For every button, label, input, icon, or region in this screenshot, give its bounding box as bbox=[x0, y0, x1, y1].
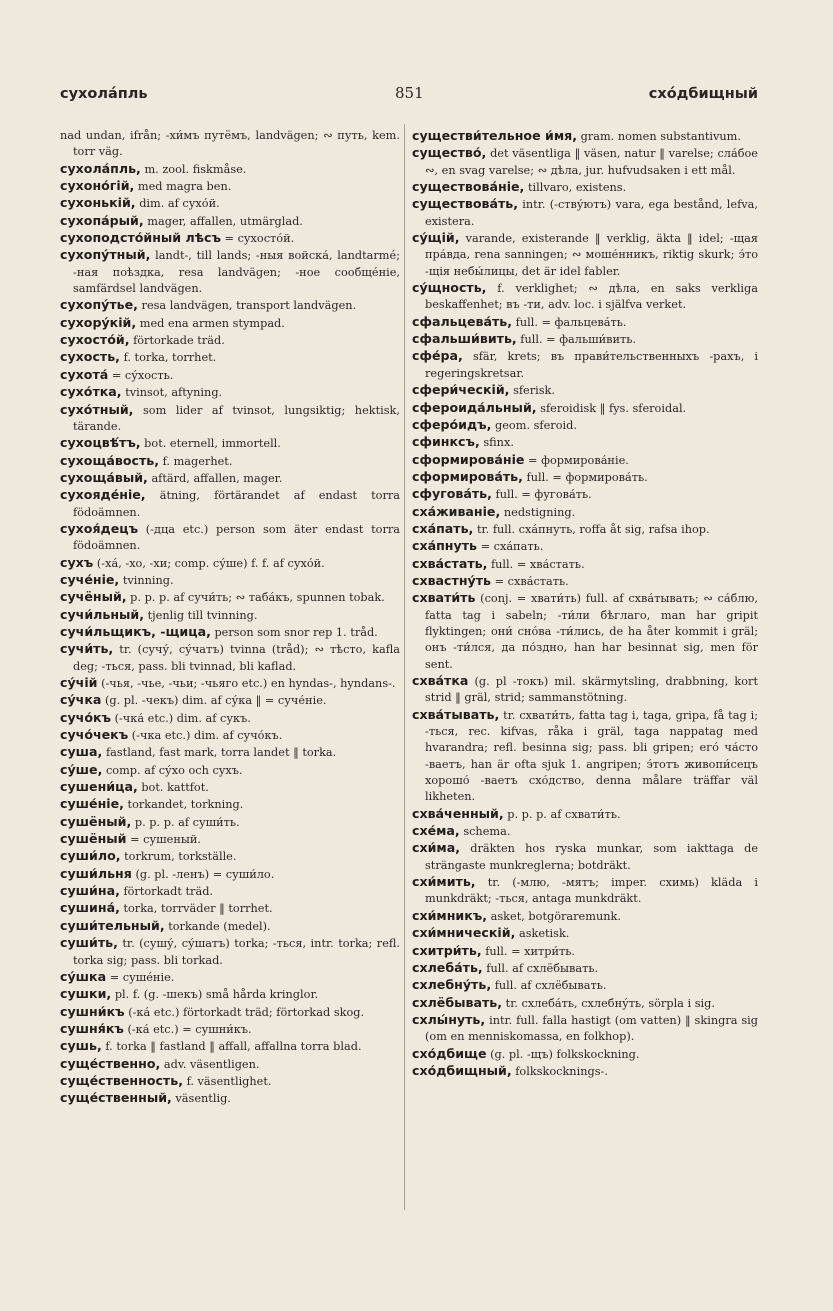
definition: (-ха́, -хо, -хи; comp. су́ше) f. f. af сухо́й. bbox=[96, 556, 325, 570]
dictionary-entry bbox=[412, 874, 758, 908]
definition: (-дца etc.) person som äter endast torra födoämnen. bbox=[73, 522, 401, 553]
dictionary-entry bbox=[60, 866, 400, 883]
dictionary-entry bbox=[60, 487, 400, 521]
headword: сушня́къ bbox=[60, 1020, 124, 1036]
headword: схи́мническій, bbox=[412, 925, 516, 941]
definition: adv. väsentligen. bbox=[163, 1057, 260, 1071]
headword: сухору́кій, bbox=[60, 314, 137, 330]
headword: схвастну́ть bbox=[412, 572, 491, 588]
headword: существи́тельное и́мя, bbox=[412, 128, 577, 143]
headword: сухоща́вость, bbox=[60, 452, 160, 468]
dictionary-entry bbox=[60, 161, 400, 178]
dictionary-entry bbox=[412, 230, 758, 280]
dictionary-entry bbox=[412, 521, 758, 538]
column-divider bbox=[404, 124, 405, 1210]
definition: sfär, krets; въ прави́тельственныхъ -рахъ, i regeringskretsar. bbox=[425, 350, 759, 380]
headword: су́ше, bbox=[60, 761, 103, 777]
definition: gram. nomen substantivum. bbox=[580, 130, 741, 143]
headword: сухопу́тье, bbox=[60, 297, 138, 313]
page-header bbox=[60, 86, 758, 108]
dictionary-entry bbox=[60, 128, 400, 161]
dictionary-entry bbox=[60, 367, 400, 384]
headword: сучёный, bbox=[60, 589, 127, 605]
dictionary-entry bbox=[60, 607, 400, 624]
dictionary-entry bbox=[412, 280, 758, 314]
headword: суши́тельный, bbox=[60, 917, 165, 933]
headword: сухоно́гій, bbox=[60, 178, 135, 194]
dictionary-entry bbox=[412, 673, 758, 707]
definition: tjenlig till tvinning. bbox=[147, 608, 258, 622]
headword: сформирова́ніе bbox=[412, 451, 525, 467]
headword: схо́дбищный, bbox=[412, 1062, 512, 1078]
headword: схлы́нуть, bbox=[412, 1011, 486, 1027]
headword: суще́ственный, bbox=[60, 1090, 172, 1106]
dictionary-entry bbox=[60, 230, 400, 247]
dictionary-entry bbox=[412, 573, 758, 590]
headword: схи́ма, bbox=[412, 840, 460, 856]
headword: схвати́ть bbox=[412, 590, 476, 606]
definition: torkande (medel). bbox=[168, 919, 271, 933]
definition: full. = хитри́ть. bbox=[485, 944, 576, 958]
headword: сухость, bbox=[60, 349, 120, 365]
dictionary-entry bbox=[412, 1046, 758, 1063]
dictionary-entry bbox=[60, 675, 400, 692]
headword: сухоща́вый, bbox=[60, 469, 148, 485]
definition: det väsentliga ‖ väsen, natur ‖ varelse; сла́бое ∾, en svag varelse; ∾ дѣла, jur. hufvudsaken i ett mål. bbox=[425, 147, 758, 177]
headword: схитри́ть, bbox=[412, 942, 482, 958]
dictionary-entry bbox=[60, 213, 400, 230]
dictionary-entry bbox=[412, 556, 758, 573]
headword: суче́ніе, bbox=[60, 571, 120, 587]
dictionary-entry bbox=[412, 1012, 758, 1046]
dictionary-entry bbox=[412, 400, 758, 417]
definition: varande, existerande ‖ verklig, äkta ‖ idel; -щая пра́вда, rena sanningen; ∾ моше́нникъ, riktig skurk; э́то -щія небы́лицы, det är idel fabler. bbox=[425, 232, 759, 278]
definition: comp. af су́хо och сухъ. bbox=[105, 763, 243, 777]
headword: сухопа́рый, bbox=[60, 212, 144, 228]
headword: сха́пать, bbox=[412, 520, 474, 536]
definition: sfinx. bbox=[483, 436, 514, 450]
definition: (g. pl -токъ) mil. skärmytsling, drabbning, kort strid ‖ gräl, strid; sammanstötning. bbox=[425, 675, 758, 705]
headword: сучо́чекъ bbox=[60, 727, 129, 743]
definition: tr. (сучу́, су́чатъ) tvinna (tråd); ∾ тѣсто, kafla deg; -ться, pass. bli tvinnad, bli kaflad. bbox=[73, 643, 401, 673]
headword: сучи́ть, bbox=[60, 641, 114, 657]
headword: сухота́ bbox=[60, 366, 109, 382]
dictionary-entry bbox=[60, 195, 400, 212]
headword: сухоподсто́йный лѣсъ bbox=[60, 230, 221, 246]
definition: bot. eternell, immortell. bbox=[144, 437, 281, 451]
definition: fastland, fast mark, torra landet ‖ torka. bbox=[105, 746, 337, 760]
headword: сушки, bbox=[60, 986, 112, 1002]
headword: сушь, bbox=[60, 1038, 102, 1054]
dictionary-entry bbox=[412, 977, 758, 994]
dictionary-entry bbox=[60, 710, 400, 727]
headword: схлёбывать, bbox=[412, 994, 503, 1010]
definition: folkskocknings-. bbox=[515, 1064, 608, 1078]
dictionary-entry bbox=[60, 831, 400, 848]
dictionary-entry bbox=[60, 779, 400, 796]
dictionary-entry bbox=[60, 435, 400, 452]
definition: mager, affallen, utmärglad. bbox=[147, 214, 303, 228]
definition: förtorkade träd. bbox=[133, 334, 225, 348]
dictionary-entry bbox=[412, 179, 758, 196]
headword: схо́дбище bbox=[412, 1045, 487, 1061]
definition: (g. pl. -щъ) folkskockning. bbox=[490, 1047, 640, 1061]
headword: сучи́льный, bbox=[60, 606, 145, 622]
headword: сфе́ра, bbox=[412, 348, 463, 364]
headword: сушёный, bbox=[60, 813, 132, 829]
dictionary-entry bbox=[412, 504, 758, 521]
headword: сфероида́льный, bbox=[412, 399, 537, 415]
headword: схва́стать, bbox=[412, 555, 488, 571]
definition: p. p. p. af схвати́ть. bbox=[507, 807, 621, 821]
dictionary-entry bbox=[412, 960, 758, 977]
headword: сфери́ческій, bbox=[412, 382, 510, 398]
left-guide-word: сухола́пль bbox=[60, 86, 148, 102]
headword: суше́ніе, bbox=[60, 796, 124, 812]
headword: сушени́ца, bbox=[60, 779, 138, 795]
dictionary-entry bbox=[60, 1056, 400, 1073]
definition: nad undan, ifrån; -хи́мъ путёмъ, landvägen; ∾ путь, kem. torr väg. bbox=[60, 129, 400, 159]
headword: сфальши́вить, bbox=[412, 331, 517, 347]
definition: full. = формирова́ть. bbox=[526, 470, 648, 484]
definition: (-ка́ etc.) = сушни́къ. bbox=[127, 1022, 252, 1036]
dictionary-entry bbox=[412, 145, 758, 179]
dictionary-entry bbox=[60, 744, 400, 761]
definition: schema. bbox=[463, 825, 511, 839]
dictionary-entry bbox=[60, 384, 400, 401]
dictionary-entry bbox=[412, 314, 758, 331]
dictionary-entry bbox=[60, 1004, 400, 1021]
dictionary-entry bbox=[60, 918, 400, 935]
headword: схе́ма, bbox=[412, 823, 460, 839]
dictionary-entry bbox=[412, 707, 758, 806]
headword: сухо́тный, bbox=[60, 401, 134, 417]
dictionary-entry bbox=[412, 452, 758, 469]
dictionary-entry bbox=[60, 624, 400, 641]
definition: f. väsentlighet. bbox=[186, 1074, 272, 1088]
headword: существова́ть, bbox=[412, 196, 519, 212]
page-number: 851 bbox=[395, 84, 424, 102]
definition: tillvaro, existens. bbox=[527, 181, 627, 195]
definition: full. = фальцева́ть. bbox=[515, 315, 627, 329]
headword: сформирова́ть, bbox=[412, 468, 523, 484]
headword: сухо́тка, bbox=[60, 384, 122, 400]
dictionary-entry bbox=[60, 762, 400, 779]
headword: суши́ть, bbox=[60, 935, 118, 951]
headword: сухояде́ніе, bbox=[60, 487, 146, 503]
definition: (g. pl. -чекъ) dim. af су́ка ‖ = суче́ніе. bbox=[104, 694, 327, 708]
headword: сферо́идъ, bbox=[412, 416, 492, 432]
headword: суши́ло, bbox=[60, 848, 121, 864]
dictionary-entry bbox=[60, 969, 400, 986]
headword: су́шка bbox=[60, 968, 107, 984]
dictionary-entry bbox=[412, 196, 758, 230]
definition: p. p. p. af сучи́ть; ∾ таба́къ, spunnen tobak. bbox=[130, 591, 385, 605]
dictionary-entry bbox=[412, 331, 758, 348]
dictionary-entry bbox=[412, 434, 758, 451]
headword: сха́пнуть bbox=[412, 538, 477, 554]
dictionary-entry bbox=[60, 883, 400, 900]
left-column bbox=[60, 128, 400, 1108]
headword: сушни́къ bbox=[60, 1003, 125, 1019]
headword: сухопу́тный, bbox=[60, 247, 151, 263]
dictionary-entry bbox=[412, 908, 758, 925]
definition: tr. full. сха́пнуть, roffa åt sig, rafsa ihop. bbox=[476, 522, 710, 536]
definition: p. p. p. af суши́ть. bbox=[134, 815, 240, 829]
dictionary-entry bbox=[60, 453, 400, 470]
definition: tr. схлеба́ть, схлебну́ть, sörpla i sig. bbox=[505, 996, 715, 1010]
definition: torkandet, torkning. bbox=[127, 798, 244, 812]
definition: m. zool. fiskmåse. bbox=[144, 162, 247, 176]
dictionary-entry bbox=[60, 247, 400, 297]
definition: resa landvägen, transport landvägen. bbox=[141, 299, 357, 313]
definition: person som snor rep 1. tråd. bbox=[214, 625, 378, 639]
dictionary-entry bbox=[412, 417, 758, 434]
headword: сучи́льщикъ, -щица, bbox=[60, 623, 211, 639]
definition: landt-, till lands; -ныя войска́, landtarmé; -ная поѣздка, resa landvägen; -ное сообще́ніе, samfärdsel landvägen. bbox=[73, 249, 400, 296]
headword: су́чій bbox=[60, 675, 98, 690]
definition: aftärd, affallen, mager. bbox=[151, 471, 283, 485]
definition: dim. af сухо́й. bbox=[139, 197, 220, 211]
definition: intr. (-ству́ютъ) vara, ega bestånd, lefva, existera. bbox=[425, 198, 758, 228]
definition: dräkten hos ryska munkar, som iakttaga de strängaste munkreglerna; botdräkt. bbox=[425, 842, 759, 872]
headword: сухонькій, bbox=[60, 195, 136, 211]
headword: сфальцева́ть, bbox=[412, 313, 513, 329]
definition: = сушеный. bbox=[130, 833, 201, 847]
definition: = формирова́ніе. bbox=[528, 453, 629, 467]
dictionary-entry bbox=[60, 727, 400, 744]
definition: med magra ben. bbox=[137, 180, 232, 194]
definition: tvinsot, aftyning. bbox=[125, 386, 223, 400]
dictionary-entry bbox=[412, 995, 758, 1012]
headword: существова́ніе, bbox=[412, 179, 525, 195]
definition: = схва́стать. bbox=[494, 574, 569, 588]
dictionary-entry bbox=[60, 521, 400, 555]
definition: torka, torrväder ‖ torrhet. bbox=[123, 902, 273, 916]
definition: = сха́пать. bbox=[480, 540, 544, 554]
definition: sferisk. bbox=[513, 384, 555, 398]
dictionary-entry bbox=[412, 348, 758, 382]
definition: (conj. = хвати́ть) full. af схва́тывать; ∾ са́блю, fatta tag i sabeln; -ти́ли бѣглаго, man har gripit flyktingen; они́ сно́ва -ти́лись, de ha åter kommit i gräl; онъ -ти́лся, да по́здно, han har besinnat sig, men för sent. bbox=[425, 592, 758, 671]
dictionary-entry bbox=[60, 555, 400, 572]
right-column bbox=[412, 128, 758, 1080]
dictionary-entry bbox=[60, 1073, 400, 1090]
dictionary-entry bbox=[60, 1090, 400, 1107]
headword: сухосто́й, bbox=[60, 332, 130, 348]
dictionary-entry bbox=[412, 469, 758, 486]
dictionary-entry bbox=[412, 382, 758, 399]
definition: tvinning. bbox=[122, 573, 174, 587]
dictionary-entry bbox=[60, 1021, 400, 1038]
definition: full. = фугова́ть. bbox=[495, 488, 592, 502]
dictionary-entry bbox=[60, 349, 400, 366]
definition: = суше́ніе. bbox=[109, 970, 175, 984]
definition: som lider af tvinsot, lungsiktig; hektisk, tärande. bbox=[73, 403, 400, 433]
headword: суще́ственность, bbox=[60, 1072, 183, 1088]
definition: bot. kattfot. bbox=[141, 781, 209, 795]
definition: tr. (-млю, -мятъ; imper. схимь) kläda i munkdräkt; -ться, antaga munkdräkt. bbox=[425, 876, 758, 906]
headword: существо́, bbox=[412, 145, 487, 161]
headword: су́щій, bbox=[412, 230, 460, 246]
definition: väsentlig. bbox=[175, 1092, 231, 1106]
definition: (-чья, -чье, -чьи; -чьяго etc.) en hyndas-, hyndans-. bbox=[101, 677, 396, 690]
definition: ätning, förtärandet af endast torra födoämnen. bbox=[73, 489, 401, 519]
definition: = сухосто́й. bbox=[224, 232, 295, 246]
definition: asketisk. bbox=[518, 927, 570, 941]
definition: f. magerhet. bbox=[162, 454, 233, 468]
headword: сухъ bbox=[60, 554, 94, 570]
dictionary-entry bbox=[60, 315, 400, 332]
headword: су́чка bbox=[60, 692, 102, 708]
definition: full. af схлёбывать. bbox=[486, 961, 599, 975]
dictionary-entry bbox=[412, 590, 758, 673]
headword: сухола́пль, bbox=[60, 160, 141, 176]
headword: сушёный bbox=[60, 831, 127, 847]
definition: förtorkadt träd. bbox=[123, 885, 214, 899]
headword: схи́мить, bbox=[412, 874, 476, 890]
headword: сфугова́ть, bbox=[412, 486, 492, 502]
headword: сухоя́децъ bbox=[60, 520, 139, 536]
definition: torkrum, torkställe. bbox=[124, 850, 237, 864]
definition: (-ка́ etc.) förtorkadt träd; förtorkad skog. bbox=[128, 1005, 365, 1019]
headword: схи́мникъ, bbox=[412, 907, 488, 923]
headword: схлебну́ть, bbox=[412, 977, 492, 993]
definition: geom. sferoid. bbox=[495, 418, 577, 432]
definition: asket, botgöraremunk. bbox=[490, 909, 621, 923]
headword: сучо́къ bbox=[60, 709, 111, 725]
headword: суша, bbox=[60, 744, 103, 760]
dictionary-entry bbox=[60, 332, 400, 349]
headword: сухоцвѣ́тъ, bbox=[60, 435, 141, 451]
headword: суши́на, bbox=[60, 883, 120, 899]
definition: (g. pl. -ленъ) = суши́ло. bbox=[135, 867, 275, 881]
headword: схлеба́ть, bbox=[412, 959, 483, 975]
dictionary-entry bbox=[60, 589, 400, 606]
definition: tr. (сушу́, су́шатъ) torka; -ться, intr. torka; refl. torka sig; pass. bli torkad. bbox=[73, 937, 400, 967]
definition: tr. схвати́ть, fatta tag i, taga, gripa, få tag i; -ться, rec. kifvas, råka i gräl, taga nappatag med hvarandra; refl. besinna sig; pass. bli gripen; его́ ча́сто -ваетъ, han är ofta sjuk 1. angripen; э́тотъ живопи́сецъ хорошо́ -ваетъ схо́дство, denna målare träffar väl likheten. bbox=[425, 708, 759, 804]
definition: (-чка etc.) dim. af сучо́къ. bbox=[131, 729, 283, 743]
dictionary-entry bbox=[412, 943, 758, 960]
dictionary-entry bbox=[60, 572, 400, 589]
dictionary-entry bbox=[412, 1063, 758, 1080]
dictionary-entry bbox=[412, 128, 758, 145]
definition: full. = фальши́вить. bbox=[520, 333, 637, 347]
dictionary-entry bbox=[60, 935, 400, 969]
headword: сушина́, bbox=[60, 900, 120, 916]
dictionary-entry bbox=[412, 823, 758, 840]
dictionary-entry bbox=[60, 814, 400, 831]
headword: схва́тка bbox=[412, 673, 469, 688]
dictionary-entry bbox=[60, 848, 400, 865]
definition: (-чка́ etc.) dim. af сукъ. bbox=[114, 711, 251, 725]
headword: сфинксъ, bbox=[412, 434, 480, 450]
definition: full. af схлёбывать. bbox=[494, 979, 607, 993]
headword: сха́живаніе, bbox=[412, 503, 501, 519]
dictionary-entry bbox=[60, 986, 400, 1003]
definition: f. verklighet; ∾ дѣла, en saks verkliga beskaffenhet; въ -ти, adv. loc. i själfva verket. bbox=[425, 282, 759, 312]
dictionary-entry bbox=[412, 925, 758, 942]
dictionary-entry bbox=[412, 486, 758, 503]
dictionary-entry bbox=[60, 470, 400, 487]
right-guide-word: схо́дбищный bbox=[648, 86, 758, 102]
dictionary-entry bbox=[60, 402, 400, 436]
dictionary-entry bbox=[60, 641, 400, 675]
dictionary-entry bbox=[60, 900, 400, 917]
definition: = су́хость. bbox=[111, 368, 174, 382]
definition: f. torka, torrhet. bbox=[123, 351, 217, 365]
headword: су́щность, bbox=[412, 280, 487, 296]
dictionary-entry bbox=[60, 796, 400, 813]
definition: sferoidisk ‖ fys. sferoidal. bbox=[540, 401, 687, 415]
dictionary-entry bbox=[412, 538, 758, 555]
dictionary-entry bbox=[60, 1038, 400, 1055]
dictionary-entry bbox=[60, 178, 400, 195]
dictionary-entry bbox=[60, 297, 400, 314]
definition: nedstigning. bbox=[503, 505, 576, 519]
headword: схва́ченный, bbox=[412, 805, 504, 821]
definition: f. torka ‖ fastland ‖ affall, affallna torra blad. bbox=[105, 1040, 362, 1054]
headword: схва́тывать, bbox=[412, 706, 500, 722]
headword: суще́ственно, bbox=[60, 1055, 161, 1071]
definition: pl. f. (g. -шекъ) små hårda kringlor. bbox=[114, 988, 319, 1002]
dictionary-entry bbox=[412, 840, 758, 874]
headword: суши́льня bbox=[60, 865, 132, 881]
dictionary-entry bbox=[412, 806, 758, 823]
definition: full. = хва́стать. bbox=[490, 557, 585, 571]
dictionary-entry bbox=[60, 692, 400, 709]
definition: med ena armen stympad. bbox=[139, 316, 285, 330]
definition: intr. full. falla hastigt (om vatten) ‖ skingra sig (om en menniskomassa, en folkhop). bbox=[425, 1013, 759, 1044]
